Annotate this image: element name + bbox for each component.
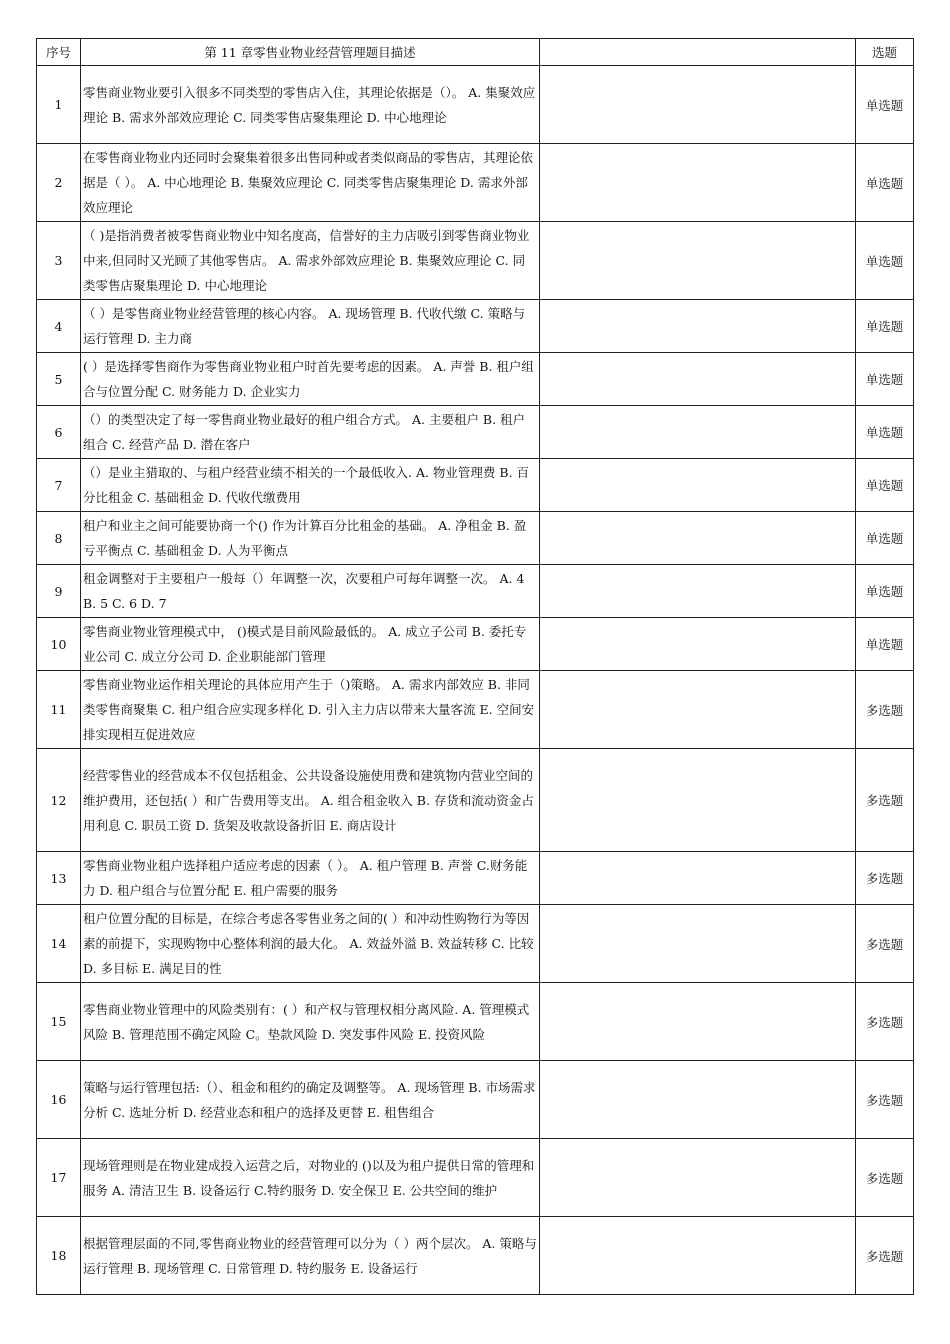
cell-description	[81, 222, 540, 300]
cell-blank	[540, 66, 856, 144]
question-number: 4	[54, 318, 63, 334]
cell-number	[37, 565, 81, 618]
question-number: 14	[50, 936, 67, 951]
cell-description	[81, 1061, 540, 1139]
cell-number	[37, 406, 81, 459]
question-text: 零售商业物业要引入很多不同类型的零售店入住，其理论依据是（）。 A. 集聚效应理论 B. 需求外部效应理论 C. 同类零售店聚集理论 D. 中心地理论	[83, 84, 536, 125]
question-type: 单选题	[865, 372, 904, 387]
table-row	[37, 671, 914, 749]
cell-question-type	[856, 671, 914, 749]
cell-number	[37, 983, 81, 1061]
cell-blank	[540, 406, 856, 459]
question-type: 多选题	[865, 793, 904, 808]
table-row	[37, 852, 914, 905]
table-row	[37, 983, 914, 1061]
cell-number	[37, 1139, 81, 1217]
table-row	[37, 749, 914, 852]
cell-description	[81, 852, 540, 905]
question-number: 5	[54, 371, 63, 387]
cell-number	[37, 66, 81, 144]
cell-description	[81, 353, 540, 406]
question-text: 零售商业物业运作相关理论的具体应用产生于（)策略。 A. 需求内部效应 B. 非同类零售商聚集 C. 租户组合应实现多样化 D. 引入主力店以带来大量客流 E. 空间安排实现相互促进效应	[83, 677, 535, 742]
cell-blank	[540, 749, 856, 852]
cell-question-type	[856, 406, 914, 459]
cell-blank	[540, 1139, 856, 1217]
question-text: 租金调整对于主要租户一般每（）年调整一次，次要租户可每年调整一次。 A. 4 B. 5 C. 6 D. 7	[83, 571, 525, 611]
cell-blank	[540, 1217, 856, 1295]
question-type: 单选题	[865, 531, 904, 546]
cell-question-type	[856, 459, 914, 512]
question-text: 租户和业主之间可能要协商一个() 作为计算百分比租金的基础。 A. 净租金 B. 盈亏平衡点 C. 基础租金 D. 人为平衡点	[83, 518, 527, 558]
cell-question-type	[856, 983, 914, 1061]
question-type: 多选题	[865, 936, 904, 952]
cell-description	[81, 406, 540, 459]
cell-blank	[540, 300, 856, 353]
cell-description	[81, 512, 540, 565]
cell-blank	[540, 618, 856, 671]
question-text: 根据管理层面的不同,零售商业物业的经营管理可以分为（ ）两个层次。 A. 策略与运行管理 B. 现场管理 C. 日常管理 D. 特约服务 E. 设备运行	[83, 1235, 537, 1276]
cell-blank	[540, 983, 856, 1061]
question-number: 13	[50, 870, 67, 886]
cell-number	[37, 144, 81, 222]
cell-description	[81, 459, 540, 512]
cell-description	[81, 1217, 540, 1295]
question-table	[36, 38, 914, 1295]
cell-number	[37, 1217, 81, 1295]
question-text: 现场管理则是在物业建成投入运营之后，对物业的 ()以及为租户提供日常的管理和服务 A. 清洁卫生 B. 设备运行 C.特约服务 D. 安全保卫 E. 公共空间的维护	[83, 1157, 535, 1198]
question-type: 单选题	[865, 97, 904, 113]
cell-number	[37, 905, 81, 983]
cell-question-type	[856, 144, 914, 222]
cell-number	[37, 512, 81, 565]
question-number: 12	[50, 792, 67, 808]
question-text: 零售商业物业租户选择租户适应考虑的因素（ ）。 A. 租户管理 B. 声誉 C.财务能力 D. 租户组合与位置分配 E. 租户需要的服务	[83, 858, 528, 898]
cell-description	[81, 618, 540, 671]
question-number: 3	[54, 253, 63, 268]
table-row	[37, 1217, 914, 1295]
question-type: 单选题	[865, 175, 904, 191]
question-type: 多选题	[865, 702, 904, 718]
cell-blank	[540, 905, 856, 983]
header-number: 序号	[37, 39, 81, 66]
question-type: 单选题	[865, 584, 904, 599]
table-row	[37, 406, 914, 459]
cell-blank	[540, 565, 856, 618]
cell-number	[37, 222, 81, 300]
cell-number	[37, 1061, 81, 1139]
cell-number	[37, 459, 81, 512]
cell-question-type	[856, 852, 914, 905]
cell-blank	[540, 353, 856, 406]
table-row	[37, 222, 914, 300]
table-row	[37, 144, 914, 222]
cell-number	[37, 353, 81, 406]
table-header-row	[37, 39, 914, 66]
question-type: 多选题	[865, 871, 904, 886]
table-row	[37, 300, 914, 353]
question-text: （）是业主猎取的、与租户经营业绩不相关的一个最低收入. A. 物业管理费 B. 百分比租金 C. 基础租金 D. 代收代缴费用	[83, 465, 530, 505]
question-type: 单选题	[865, 637, 904, 652]
question-text: 零售商业物业管理中的风险类别有：( ）和产权与管理权相分离风险. A. 管理模式风险 B. 管理范围不确定风险 C。垫款风险 D. 突发事件风险 E. 投资风险	[83, 1001, 530, 1042]
cell-description	[81, 144, 540, 222]
cell-blank	[540, 459, 856, 512]
question-type: 多选题	[865, 1014, 904, 1030]
table-row	[37, 353, 914, 406]
cell-blank	[540, 222, 856, 300]
table-row	[37, 618, 914, 671]
cell-blank	[540, 1061, 856, 1139]
cell-blank	[540, 671, 856, 749]
cell-description	[81, 300, 540, 353]
question-text: （ ）是零售商业物业经营管理的核心内容。 A. 现场管理 B. 代收代缴 C. 策略与运行管理 D. 主力商	[83, 306, 526, 346]
cell-number	[37, 749, 81, 852]
cell-blank	[540, 512, 856, 565]
header-blank	[540, 39, 856, 66]
cell-description	[81, 1139, 540, 1217]
question-text: （ )是指消费者被零售商业物业中知名度高，信誉好的主力店吸引到零售商业物业中来,但同时又光顾了其他零售店。 A. 需求外部效应理论 B. 集聚效应理论 C. 同类零售店聚集理论 D. 中心地理论	[83, 228, 530, 293]
cell-question-type	[856, 618, 914, 671]
cell-description	[81, 66, 540, 144]
cell-description	[81, 671, 540, 749]
cell-description	[81, 565, 540, 618]
cell-blank	[540, 144, 856, 222]
question-type: 多选题	[865, 1248, 904, 1264]
cell-question-type	[856, 222, 914, 300]
cell-number	[37, 852, 81, 905]
cell-question-type	[856, 749, 914, 852]
cell-description	[81, 983, 540, 1061]
cell-description	[81, 749, 540, 852]
question-text: 策略与运行管理包括:（）、租金和租约的确定及调整等。 A. 现场管理 B. 市场需求分析 C. 选址分析 D. 经营业态和租户的选择及更替 E. 租售组合	[83, 1079, 536, 1120]
question-text: 在零售商业物业内还同时会聚集着很多出售同种或者类似商品的零售店，其理论依据是（ ）。 A. 中心地理论 B. 集聚效应理论 C. 同类零售店聚集理论 D. 需求外部效应理论	[83, 150, 534, 215]
question-type: 多选题	[865, 1170, 904, 1186]
cell-question-type	[856, 512, 914, 565]
cell-blank	[540, 852, 856, 905]
question-number: 1	[54, 97, 63, 112]
question-type: 单选题	[865, 478, 904, 493]
table-row	[37, 512, 914, 565]
question-number: 6	[54, 424, 63, 440]
question-type: 单选题	[865, 253, 904, 269]
cell-question-type	[856, 1061, 914, 1139]
cell-number	[37, 618, 81, 671]
question-type: 多选题	[865, 1092, 904, 1108]
table-row	[37, 459, 914, 512]
table-row	[37, 565, 914, 618]
question-type: 单选题	[865, 319, 904, 334]
question-number: 18	[50, 1248, 67, 1263]
cell-question-type	[856, 66, 914, 144]
cell-question-type	[856, 1139, 914, 1217]
table-row	[37, 1139, 914, 1217]
question-number: 11	[50, 702, 67, 717]
cell-question-type	[856, 565, 914, 618]
question-number: 8	[54, 530, 63, 546]
header-description: 第 11 章零售业物业经营管理题目描述	[81, 39, 540, 66]
question-number: 15	[50, 1014, 67, 1029]
table-row	[37, 1061, 914, 1139]
cell-question-type	[856, 1217, 914, 1295]
question-number: 2	[54, 175, 63, 190]
question-number: 17	[50, 1170, 67, 1185]
question-text: 租户位置分配的目标是，在综合考虑各零售业务之间的( ）和冲动性购物行为等因素的前提下，实现购物中心整体利润的最大化。 A. 效益外溢 B. 效益转移 C. 比较 D. 多目标 E. 满足目的性	[83, 911, 534, 976]
cell-question-type	[856, 905, 914, 983]
question-text: 零售商业物业管理模式中， ()模式是目前风险最低的。 A. 成立子公司 B. 委托专业公司 C. 成立分公司 D. 企业职能部门管理	[83, 624, 527, 664]
table-row	[37, 66, 914, 144]
table-row	[37, 905, 914, 983]
question-text: ( ）是选择零售商作为零售商业物业租户时首先要考虑的因素。 A. 声誉 B. 租户组合与位置分配 C. 财务能力 D. 企业实力	[83, 359, 534, 399]
question-text: （）的类型决定了每一零售商业物业最好的租户组合方式。 A. 主要租户 B. 租户组合 C. 经营产品 D. 潜在客户	[83, 412, 526, 452]
cell-question-type	[856, 353, 914, 406]
question-number: 16	[50, 1092, 67, 1107]
question-text: 经营零售业的经营成本不仅包括租金、公共设备设施使用费和建筑物内营业空间的维护费用，还包括( ）和广告费用等支出。 A. 组合租金收入 B. 存货和流动资金占用利息 C. 职员工资 D. 货架及收款设备折旧 E. 商店设计	[83, 767, 534, 833]
cell-number	[37, 671, 81, 749]
cell-question-type	[856, 300, 914, 353]
header-question-type: 选题	[856, 39, 914, 66]
cell-description	[81, 905, 540, 983]
question-number: 9	[54, 583, 63, 599]
question-type: 单选题	[865, 425, 904, 440]
cell-number	[37, 300, 81, 353]
question-number: 7	[54, 477, 63, 493]
question-number: 10	[50, 636, 67, 652]
